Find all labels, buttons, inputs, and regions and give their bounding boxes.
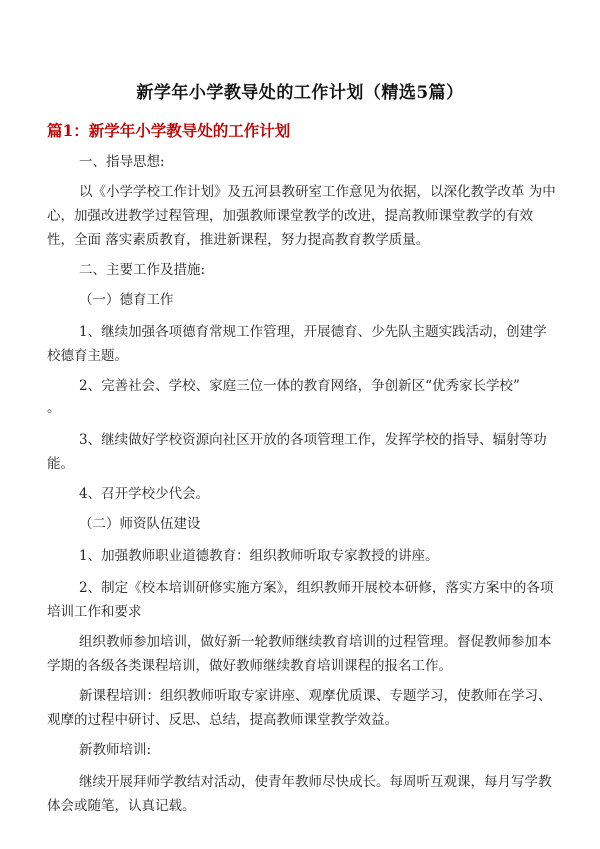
paragraph-new-teacher-heading: 新教师培训:: [79, 742, 152, 758]
paragraph-new-curriculum-training: 新课程培训：组织教师听取专家讲座、观摩优质课、专题学习，使教师在学习、观摩的过程中研讨、反思、总结，提高教师课堂教学效益。: [47, 688, 552, 728]
paragraph-teacher-item-1: 1、加强教师职业道德教育：组织教师听取专家教授的讲座。: [79, 548, 439, 564]
paragraph-moral-item-2: 2、完善社会、学校、家庭三位一体的教育网络，争创新区“优秀家长学校”: [79, 378, 520, 394]
document-title: 新学年小学教导处的工作计划（精选5篇）: [136, 83, 464, 103]
paragraph-guiding-ideology-heading: 一、指导思想:: [79, 154, 165, 170]
paragraph-moral-item-4: 4、召开学校少代会。: [79, 486, 210, 502]
paragraph-teacher-training: 组织教师参加培训，做好新一轮教师继续教育培训的过程管理。督促教师参加本学期的各级各类课程培训，做好教师继续教育培训课程的报名工作。: [47, 634, 552, 674]
paragraph-moral-item-3: 3、继续做好学校资源向社区开放的各项管理工作，发挥学校的指导、辐射等功能。: [47, 432, 547, 472]
paragraph-moral-item-2-end: 。: [47, 400, 61, 416]
paragraph-moral-item-1: 1、继续加强各项德育常规工作管理，开展德育、少先队主题实践活动，创建学校德育主题。: [47, 324, 547, 364]
paragraph-main-work-heading: 二、主要工作及措施:: [79, 262, 206, 278]
paragraph-teacher-item-2: 2、制定《校本培训研修实施方案》，组织教师开展校本研修，落实方案中的各项培训工作和要求: [47, 580, 554, 620]
paragraph-new-teacher-training: 继续开展拜师学教结对活动，使青年教师尽快成长。每周听互观课，每月写学教体会或随笔，认真记载。: [47, 774, 552, 814]
section-heading: 篇1：新学年小学教导处的工作计划: [47, 121, 291, 140]
paragraph-guiding-ideology: 以《小学学校工作计划》及五河县教研室工作意见为依据，以深化教学改革 为中心，加强改进教学过程管理，加强教师课堂教学的改进，提高教师课堂教学的有效性，全面 落实素质教育，推进新课程，努力提高教育教学质量。: [47, 184, 556, 248]
paragraph-teacher-team-heading: （二）师资队伍建设: [79, 516, 201, 532]
paragraph-moral-education-heading: （一）德育工作: [79, 292, 174, 308]
